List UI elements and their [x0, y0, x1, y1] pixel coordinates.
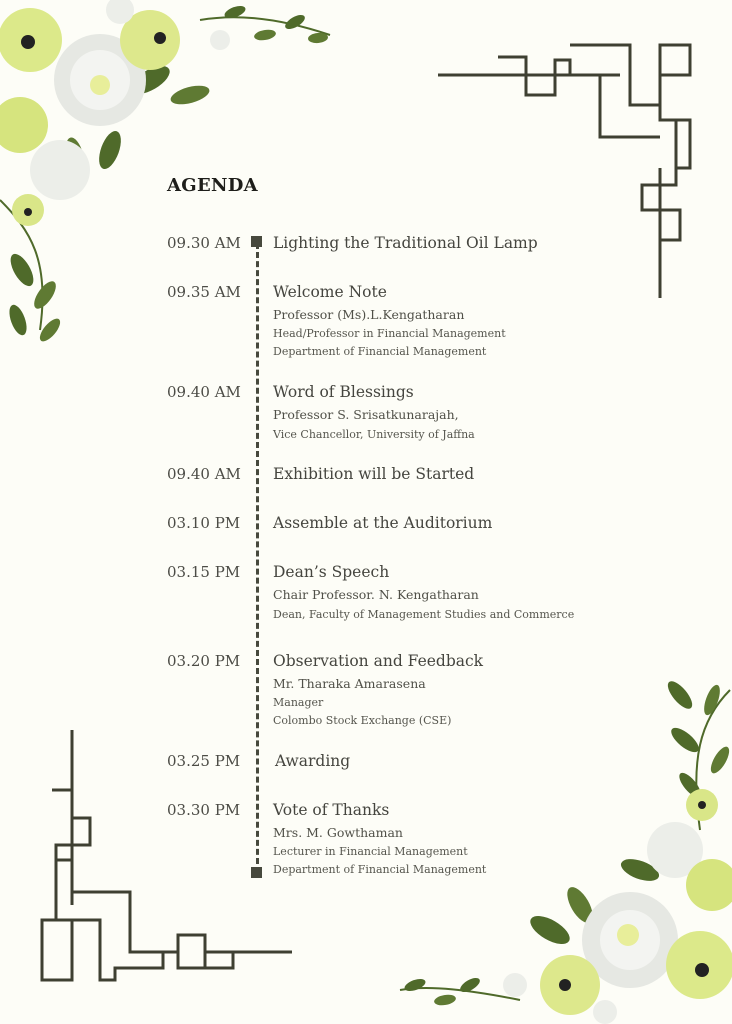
speaker-role: Dean, Faculty of Management Studies and Commerce: [273, 608, 575, 621]
speaker-affiliation: Colombo Stock Exchange (CSE): [273, 714, 452, 727]
speaker-affiliation: Department of Financial Management: [273, 863, 487, 876]
timeline-line: [256, 243, 259, 873]
agenda-title: Exhibition will be Started: [273, 465, 475, 483]
agenda-title: Awarding: [275, 752, 351, 770]
speaker-name: Chair Professor. N. Kengatharan: [273, 587, 479, 602]
speaker-name: Professor (Ms).L.Kengatharan: [273, 307, 465, 322]
timeline-start-marker: [251, 236, 262, 247]
agenda-title: Observation and Feedback: [273, 652, 484, 670]
top-right-frame: [438, 45, 690, 298]
agenda-title: Welcome Note: [273, 283, 387, 301]
speaker-name: Mr. Tharaka Amarasena: [273, 676, 426, 691]
timeline-end-marker: [251, 867, 262, 878]
speaker-role: Manager: [273, 696, 324, 709]
agenda-time: 09.35 AM: [167, 283, 241, 301]
agenda-title: Assemble at the Auditorium: [273, 514, 493, 532]
speaker-name: Mrs. M. Gowthaman: [273, 825, 403, 840]
agenda-title: Vote of Thanks: [273, 801, 390, 819]
agenda-time: 03.10 PM: [167, 514, 241, 532]
agenda-time: 09.40 AM: [167, 465, 241, 483]
agenda-title: Word of Blessings: [273, 383, 414, 401]
agenda-time: 03.25 PM: [167, 752, 241, 770]
page-title: AGENDA: [167, 175, 258, 196]
speaker-affiliation: Department of Financial Management: [273, 345, 487, 358]
speaker-role: Vice Chancellor, University of Jaffna: [273, 428, 475, 441]
speaker-name: Professor S. Srisatkunarajah,: [273, 407, 459, 422]
agenda-time: 03.20 PM: [167, 652, 241, 670]
agenda-time: 03.15 PM: [167, 563, 241, 581]
speaker-role: Head/Professor in Financial Management: [273, 327, 506, 340]
agenda-time: 09.40 AM: [167, 383, 241, 401]
speaker-role: Lecturer in Financial Management: [273, 845, 468, 858]
agenda-time: 03.30 PM: [167, 801, 241, 819]
agenda-time: 09.30 AM: [167, 234, 241, 252]
agenda-title: Lighting the Traditional Oil Lamp: [273, 234, 538, 252]
agenda-title: Dean’s Speech: [273, 563, 390, 581]
